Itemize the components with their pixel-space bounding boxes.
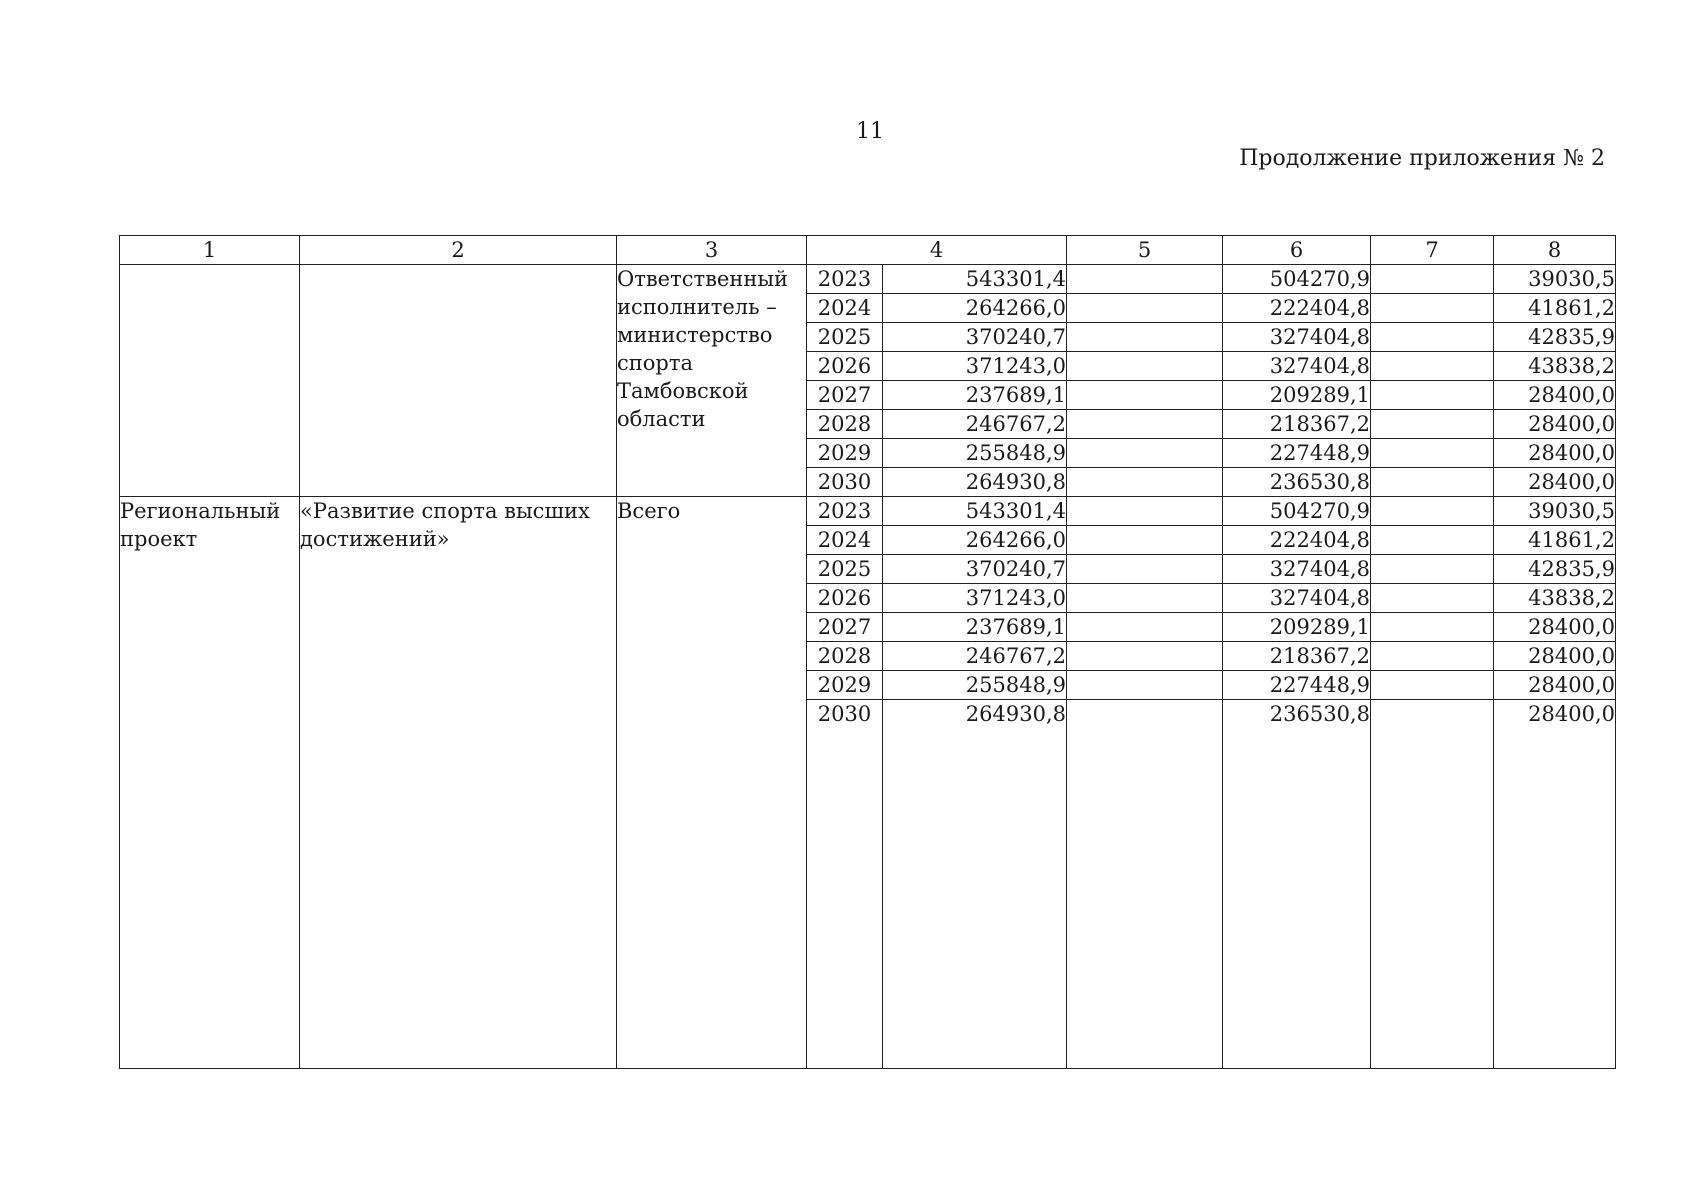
col6-cell: 222404,8	[1223, 526, 1371, 555]
table-row	[120, 497, 1616, 526]
col7-cell	[1371, 526, 1494, 555]
item-type-cell	[120, 265, 300, 497]
col6-cell: 227448,9	[1223, 439, 1371, 468]
col5-cell	[1067, 439, 1223, 468]
col8-cell: 28400,0	[1494, 613, 1616, 642]
col8-cell: 28400,0	[1494, 381, 1616, 410]
table-row	[120, 265, 1616, 294]
year-cell: 2024	[807, 294, 883, 323]
col6-cell: 327404,8	[1223, 323, 1371, 352]
year-cell: 2025	[807, 555, 883, 584]
year-cell: 2025	[807, 323, 883, 352]
col7-cell	[1371, 700, 1494, 729]
col7-cell	[1371, 294, 1494, 323]
year-cell: 2028	[807, 642, 883, 671]
col6-cell: 209289,1	[1223, 613, 1371, 642]
year-cell: 2023	[807, 265, 883, 294]
col8-cell: 41861,2	[1494, 294, 1616, 323]
total-cell: 371243,0	[883, 584, 1067, 613]
total-cell: 255848,9	[883, 439, 1067, 468]
total-cell: 264266,0	[883, 526, 1067, 555]
col7-cell	[1371, 584, 1494, 613]
total-cell: 370240,7	[883, 555, 1067, 584]
empty-cell	[1067, 728, 1223, 1068]
total-cell: 371243,0	[883, 352, 1067, 381]
header-cell: 4	[807, 236, 1067, 265]
total-cell: 370240,7	[883, 323, 1067, 352]
col8-cell: 39030,5	[1494, 497, 1616, 526]
header-cell: 7	[1371, 236, 1494, 265]
col8-cell: 28400,0	[1494, 439, 1616, 468]
col7-cell	[1371, 265, 1494, 294]
col6-cell: 504270,9	[1223, 265, 1371, 294]
executor-cell: Всего	[617, 497, 807, 1069]
col6-cell: 218367,2	[1223, 410, 1371, 439]
col8-cell: 42835,9	[1494, 323, 1616, 352]
col8-cell: 41861,2	[1494, 526, 1616, 555]
total-cell: 543301,4	[883, 497, 1067, 526]
year-cell: 2024	[807, 526, 883, 555]
col7-cell	[1371, 497, 1494, 526]
year-cell: 2029	[807, 671, 883, 700]
year-cell: 2030	[807, 700, 883, 729]
item-name-cell	[300, 265, 617, 497]
total-cell: 264930,8	[883, 468, 1067, 497]
col5-cell	[1067, 410, 1223, 439]
col6-cell: 327404,8	[1223, 555, 1371, 584]
year-cell: 2030	[807, 468, 883, 497]
col5-cell	[1067, 323, 1223, 352]
col8-cell: 28400,0	[1494, 468, 1616, 497]
header-cell: 6	[1223, 236, 1371, 265]
continuation-label: Продолжение приложения № 2	[1239, 146, 1605, 171]
col6-cell: 327404,8	[1223, 584, 1371, 613]
item-name-cell: «Развитие спорта высших достижений»	[300, 497, 617, 1069]
col6-cell: 504270,9	[1223, 497, 1371, 526]
col7-cell	[1371, 410, 1494, 439]
empty-cell	[807, 728, 883, 1068]
col5-cell	[1067, 642, 1223, 671]
col6-cell: 236530,8	[1223, 468, 1371, 497]
col5-cell	[1067, 700, 1223, 729]
total-cell: 264266,0	[883, 294, 1067, 323]
col8-cell: 43838,2	[1494, 584, 1616, 613]
col5-cell	[1067, 468, 1223, 497]
col7-cell	[1371, 381, 1494, 410]
total-cell: 543301,4	[883, 265, 1067, 294]
col5-cell	[1067, 671, 1223, 700]
header-cell: 8	[1494, 236, 1616, 265]
col5-cell	[1067, 555, 1223, 584]
col8-cell: 42835,9	[1494, 555, 1616, 584]
item-type-cell: Региональный проект	[120, 497, 300, 1069]
col6-cell: 227448,9	[1223, 671, 1371, 700]
col6-cell: 209289,1	[1223, 381, 1371, 410]
total-cell: 264930,8	[883, 700, 1067, 729]
total-cell: 246767,2	[883, 410, 1067, 439]
year-cell: 2027	[807, 613, 883, 642]
year-cell: 2029	[807, 439, 883, 468]
year-cell: 2028	[807, 410, 883, 439]
empty-cell	[1494, 728, 1616, 1068]
col8-cell: 28400,0	[1494, 700, 1616, 729]
total-cell: 237689,1	[883, 613, 1067, 642]
col7-cell	[1371, 439, 1494, 468]
col7-cell	[1371, 613, 1494, 642]
col6-cell: 218367,2	[1223, 642, 1371, 671]
col7-cell	[1371, 323, 1494, 352]
col5-cell	[1067, 497, 1223, 526]
total-cell: 237689,1	[883, 381, 1067, 410]
header-cell: 2	[300, 236, 617, 265]
col8-cell: 43838,2	[1494, 352, 1616, 381]
year-cell: 2027	[807, 381, 883, 410]
year-cell: 2026	[807, 584, 883, 613]
col7-cell	[1371, 642, 1494, 671]
col5-cell	[1067, 381, 1223, 410]
col8-cell: 28400,0	[1494, 410, 1616, 439]
empty-cell	[1223, 728, 1371, 1068]
total-cell: 255848,9	[883, 671, 1067, 700]
empty-cell	[883, 728, 1067, 1068]
total-cell: 246767,2	[883, 642, 1067, 671]
header-cell: 3	[617, 236, 807, 265]
executor-cell: Ответственный исполнитель – министерство спорта Тамбовской области	[617, 265, 807, 497]
col7-cell	[1371, 555, 1494, 584]
funding-table	[119, 235, 1616, 1069]
col8-cell: 39030,5	[1494, 265, 1616, 294]
year-cell: 2023	[807, 497, 883, 526]
year-cell: 2026	[807, 352, 883, 381]
col6-cell: 236530,8	[1223, 700, 1371, 729]
col5-cell	[1067, 265, 1223, 294]
col5-cell	[1067, 584, 1223, 613]
col5-cell	[1067, 613, 1223, 642]
header-row	[120, 236, 1616, 265]
header-cell: 1	[120, 236, 300, 265]
col7-cell	[1371, 468, 1494, 497]
col7-cell	[1371, 671, 1494, 700]
page-number: 11	[856, 119, 884, 144]
col6-cell: 327404,8	[1223, 352, 1371, 381]
col8-cell: 28400,0	[1494, 671, 1616, 700]
col6-cell: 222404,8	[1223, 294, 1371, 323]
col5-cell	[1067, 352, 1223, 381]
col5-cell	[1067, 526, 1223, 555]
col5-cell	[1067, 294, 1223, 323]
header-cell: 5	[1067, 236, 1223, 265]
col7-cell	[1371, 352, 1494, 381]
col8-cell: 28400,0	[1494, 642, 1616, 671]
empty-cell	[1371, 728, 1494, 1068]
